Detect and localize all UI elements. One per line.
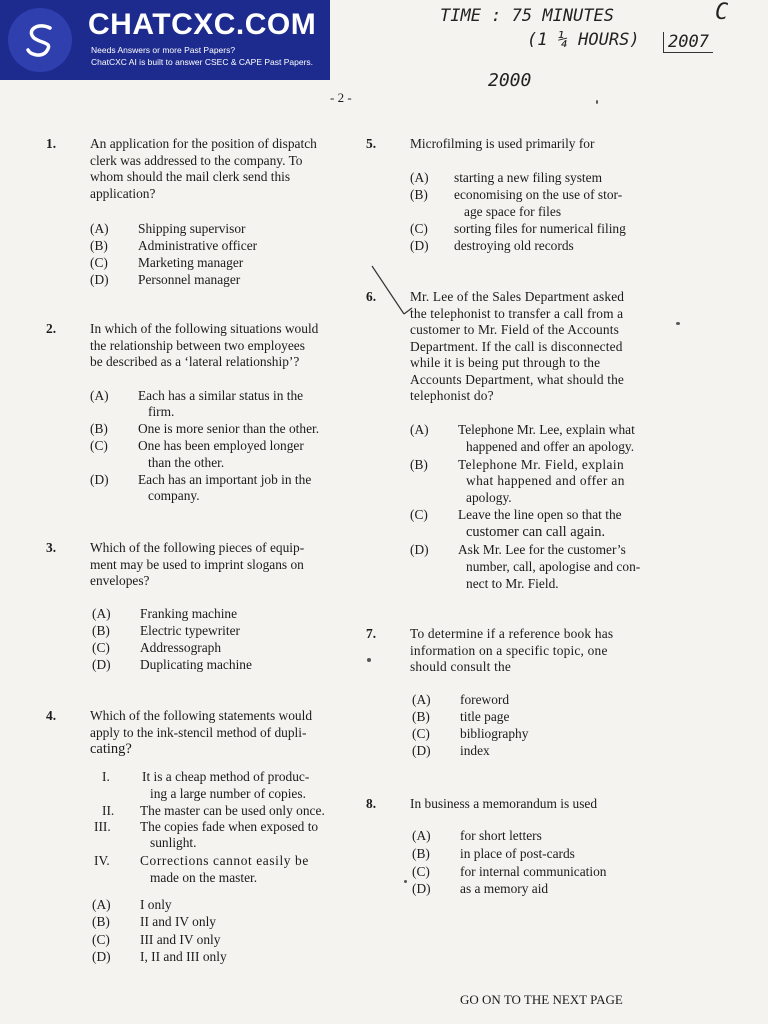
question-number: 1. [46, 136, 57, 151]
next-page-footer: GO ON TO THE NEXT PAGE [460, 992, 623, 1007]
question-3 [46, 540, 346, 592]
question-stem: In which of the following situations would the relationship between two employees be described as a ‘lateral relationship’? [90, 321, 319, 369]
scan-speck [404, 880, 407, 883]
q4-statement-1-cont: ing a large number of copies. [150, 786, 306, 801]
chatcxc-banner[interactable] [0, 0, 330, 80]
q6-option-d-cont-1: number, call, apologise and con- [466, 559, 641, 574]
handwritten-year-box: 2007 [663, 32, 713, 53]
question-stem: In business a memorandum is used [410, 796, 598, 811]
question-number: 4. [46, 708, 57, 723]
question-number: 5. [366, 136, 377, 151]
question-stem: An application for the position of dispatch clerk was addressed to the company. To whom should the mail clerk send this application? [90, 136, 317, 201]
banner-tagline: Needs Answers or more Past Papers? [91, 45, 236, 55]
scan-speck [367, 658, 371, 662]
chatcxc-s-logo-icon [8, 8, 72, 72]
banner-brand: CHATCXC.COM [88, 8, 317, 41]
q2-option-c-cont: than the other. [148, 455, 225, 470]
q4-statement-3-cont: sunlight. [150, 835, 197, 850]
question-stem: Which of the following pieces of equip- ment may be used to imprint slogans on envelopes? [90, 540, 305, 588]
handwritten-letter: C [715, 0, 729, 25]
question-stem: Microfilming is used primarily for [410, 136, 595, 151]
question-number: 7. [366, 626, 377, 641]
question-stem: To determine if a reference book has information on a specific topic, one should consult the [410, 626, 614, 674]
handwritten-time: TIME : 75 MINUTES [440, 6, 614, 26]
q6-option-a-cont: happened and offer an apology. [466, 439, 635, 454]
question-stem: Which of the following statements would apply to the ink-stencil method of dupli- cating? [90, 708, 313, 757]
question-4 [46, 708, 346, 760]
q6-option-b-cont-1: what happened and offer an [466, 473, 625, 488]
question-number: 2. [46, 321, 57, 336]
q2-option-d-cont: company. [148, 488, 200, 503]
scan-speck [596, 100, 598, 104]
q6-option-c-cont: customer can call again. [466, 524, 606, 540]
question-number: 8. [366, 796, 377, 811]
question-5 [366, 136, 666, 156]
handwritten-year: 2000 [488, 70, 532, 91]
q6-option-d-cont-2: nect to Mr. Field. [466, 576, 559, 591]
question-number: 3. [46, 540, 57, 555]
handwritten-hours: (1 ¼ HOURS) [527, 30, 640, 50]
scan-speck [676, 322, 680, 325]
q4-statement-4-cont: made on the master. [150, 870, 258, 885]
question-stem: Mr. Lee of the Sales Department asked the telephonist to transfer a call from a customer to Mr. Field of the Accounts Department. If the call is disconnected while it is being put through to the Accounts Department, what should the telephonist do? [410, 289, 625, 403]
question-number: 6. [366, 289, 377, 304]
banner-description: ChatCXC AI is built to answer CSEC & CAPE Past Papers. [91, 57, 314, 67]
question-8 [366, 796, 666, 816]
question-1 [46, 136, 346, 206]
question-2 [46, 321, 346, 373]
q5-option-b-cont: age space for files [464, 204, 562, 219]
q6-option-b-cont-2: apology. [466, 490, 512, 505]
question-7 [366, 626, 666, 678]
q2-option-a-cont: firm. [148, 404, 175, 419]
pen-stroke-mark [368, 262, 416, 324]
page-number: - 2 - [330, 90, 352, 105]
